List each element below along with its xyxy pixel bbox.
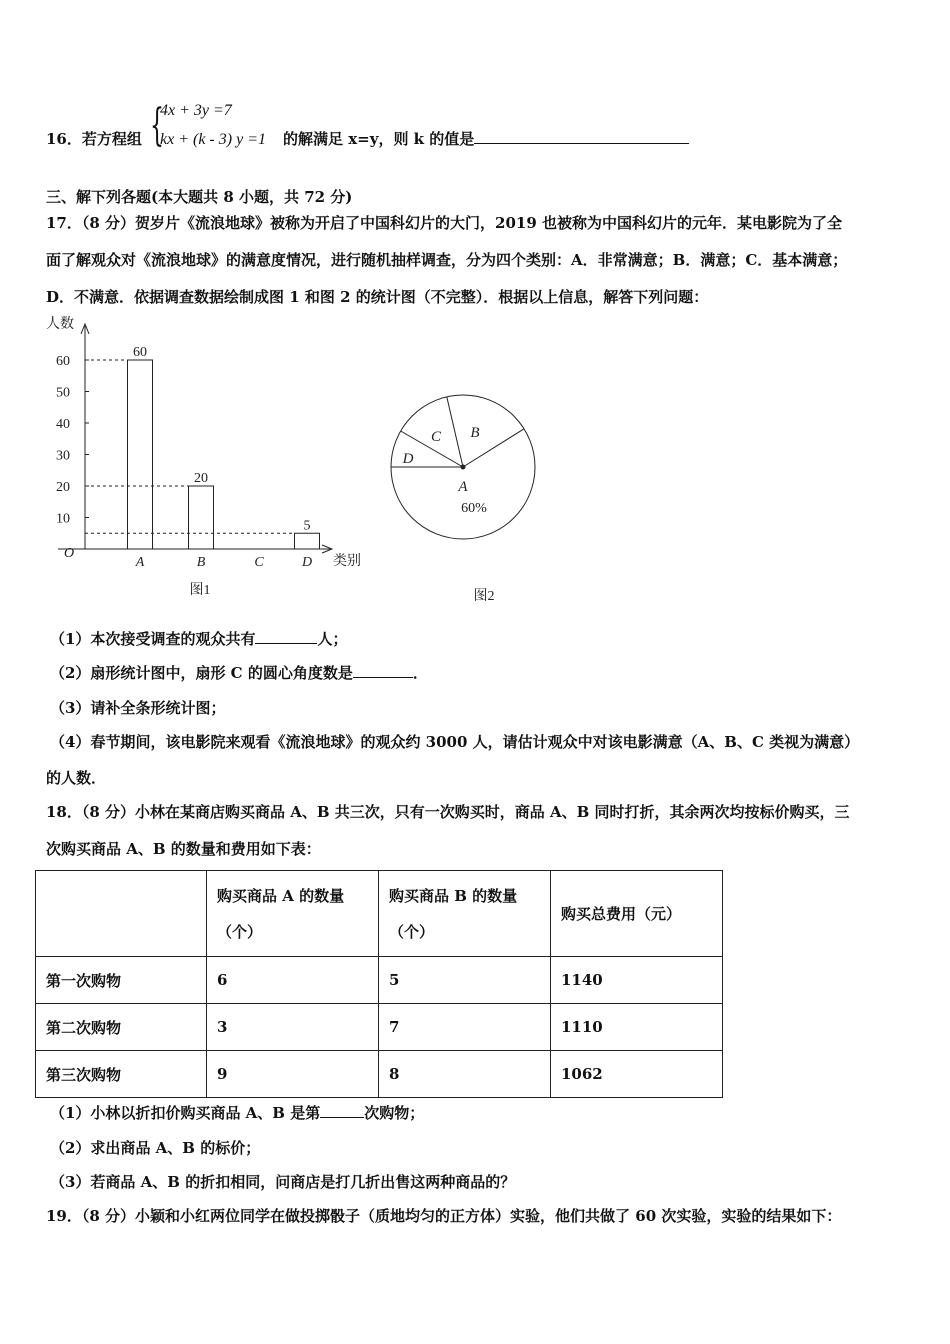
table-cell: 第二次购物 bbox=[36, 1004, 207, 1051]
x-tick-label: A bbox=[135, 555, 145, 570]
q16-equation-system bbox=[150, 100, 280, 158]
pie-slice-value-a: 60% bbox=[461, 501, 487, 516]
table-cell: 9 bbox=[207, 1051, 379, 1098]
table-cell: 1110 bbox=[551, 1004, 723, 1051]
pie-center-dot bbox=[461, 465, 466, 470]
y-tick-label: 10 bbox=[56, 511, 70, 527]
x-tick-label: C bbox=[254, 555, 264, 570]
q17-sub2-text: （2）扇形统计图中，扇形 C 的圆心角度数是 bbox=[50, 664, 353, 682]
q17-sub1-blank bbox=[255, 629, 317, 644]
y-axis-title: 人数 bbox=[46, 317, 74, 332]
q17-sub1-suffix: 人； bbox=[317, 630, 348, 648]
q18-sub2: （2）求出商品 A、B 的标价； bbox=[50, 1139, 261, 1157]
bar-a bbox=[128, 360, 153, 549]
q19-line-1: 19．（8 分）小颖和小红两位同学在做投掷骰子（质地均匀的正方体）实验，他们共做了 60 次实验，实验的结果如下： bbox=[46, 1207, 842, 1225]
figure2-caption: 图2 bbox=[473, 589, 495, 604]
pie-slice-label-b: B bbox=[470, 425, 480, 441]
table-cell: 1062 bbox=[551, 1051, 723, 1098]
q17-sub2-blank bbox=[353, 663, 413, 678]
y-tick-label: 20 bbox=[56, 480, 70, 495]
pie-slice-label-d: D bbox=[402, 451, 414, 467]
table-row bbox=[36, 1004, 723, 1051]
table-header-cell bbox=[379, 871, 551, 957]
q17-sub1 bbox=[50, 628, 347, 649]
q18-line-1: 18．（8 分）小林在某商店购买商品 A、B 共三次，只有一次购买时，商品 A、B 同时打折，其余两次均按标价购买，三 bbox=[46, 803, 850, 821]
bar-b bbox=[189, 486, 214, 549]
q18-sub1-suffix: 次购物； bbox=[364, 1104, 425, 1122]
q18-sub1 bbox=[50, 1102, 424, 1123]
y-tick-label: 40 bbox=[56, 417, 70, 432]
table-cell: 6 bbox=[207, 957, 379, 1004]
pie-slice-label-a: A bbox=[458, 479, 468, 495]
bar-data-label: 20 bbox=[194, 471, 208, 486]
q18-sub1-blank bbox=[320, 1103, 364, 1118]
y-tick-label: 50 bbox=[56, 385, 70, 401]
bar-data-label: 5 bbox=[303, 518, 311, 534]
table-header-cell: 购买总费用（元） bbox=[551, 871, 723, 957]
q16-suffix bbox=[283, 128, 689, 149]
bar-data-label: 60 bbox=[133, 345, 147, 360]
q18-sub3: （3）若商品 A、B 的折扣相同，问商店是打几折出售这两种商品的？ bbox=[50, 1173, 516, 1191]
y-tick-label: 60 bbox=[56, 354, 70, 369]
x-tick-label: D bbox=[301, 555, 313, 570]
table-cell: 7 bbox=[379, 1004, 551, 1051]
q17-sub2-suffix: ． bbox=[412, 664, 428, 682]
q17-sub4-line-2: 的人数． bbox=[46, 769, 107, 787]
table-row bbox=[36, 957, 723, 1004]
table-cell: 8 bbox=[379, 1051, 551, 1098]
table-header-row bbox=[36, 871, 723, 957]
table-cell: 第三次购物 bbox=[36, 1051, 207, 1098]
q17-sub3: （3）请补全条形统计图； bbox=[50, 699, 226, 717]
table-header-unit: （个） bbox=[389, 922, 435, 941]
q17-sub2 bbox=[50, 662, 428, 683]
q18-line-2: 次购买商品 A、B 的数量和费用如下表： bbox=[46, 840, 321, 858]
q16-equation-1: 4x + 3y =7 bbox=[160, 102, 232, 119]
figure1-caption: 图1 bbox=[189, 583, 211, 598]
pie-slice-label-c: C bbox=[430, 429, 442, 445]
q16-answer-blank bbox=[474, 129, 689, 144]
table-cell: 5 bbox=[379, 957, 551, 1004]
q17-sub4-line-1: （4）春节期间，该电影院来观看《流浪地球》的观众约 3000 人，请估计观众中对该电影满意（A、B、C 类视为满意） bbox=[50, 733, 860, 751]
section3-heading: 三、解下列各题(本大题共 8 小题，共 72 分) bbox=[46, 188, 353, 206]
y-tick-label: 30 bbox=[56, 448, 70, 464]
bar-chart-figure1 bbox=[40, 312, 380, 602]
q16-equation-2: kx + (k - 3) y =1 bbox=[160, 131, 266, 148]
pie-chart-figure2 bbox=[385, 390, 545, 610]
q16-prefix: 16．若方程组 bbox=[46, 130, 142, 148]
bar-d bbox=[295, 533, 320, 549]
table-cell: 3 bbox=[207, 1004, 379, 1051]
table-cell: 第一次购物 bbox=[36, 957, 207, 1004]
brace-icon: { bbox=[150, 100, 164, 151]
q17-sub1-text: （1）本次接受调查的观众共有 bbox=[50, 630, 256, 648]
x-axis-title: 类别 bbox=[333, 554, 361, 569]
table-header-text: 购买商品 B 的数量 bbox=[389, 886, 518, 905]
origin-label: O bbox=[64, 546, 75, 561]
table-header-cell bbox=[207, 871, 379, 957]
table-header-cell bbox=[36, 871, 207, 957]
q17-line-3: D．不满意．依据调查数据绘制成图 1 和图 2 的统计图（不完整）．根据以上信息，解答下列问题： bbox=[46, 288, 709, 306]
table-cell: 1140 bbox=[551, 957, 723, 1004]
q18-sub1-text: （1）小林以折扣价购买商品 A、B 是第 bbox=[50, 1104, 321, 1122]
table-header-text: 购买商品 A 的数量 bbox=[217, 886, 345, 905]
q17-line-2: 面了解观众对《流浪地球》的满意度情况，进行随机抽样调查，分为四个类别：A．非常满意；B．满意；C．基本满意； bbox=[46, 251, 848, 269]
table-row bbox=[36, 1051, 723, 1098]
x-tick-label: B bbox=[196, 555, 206, 570]
q16-suffix-text: 的解满足 x=y，则 k 的值是 bbox=[283, 130, 475, 148]
q18-purchase-table bbox=[35, 870, 723, 1098]
table-header-unit: （个） bbox=[217, 922, 263, 941]
q17-line-1: 17．（8 分）贺岁片《流浪地球》被称为开启了中国科幻片的大门，2019 也被称为中国科幻片的元年．某电影院为了全 bbox=[46, 214, 843, 232]
